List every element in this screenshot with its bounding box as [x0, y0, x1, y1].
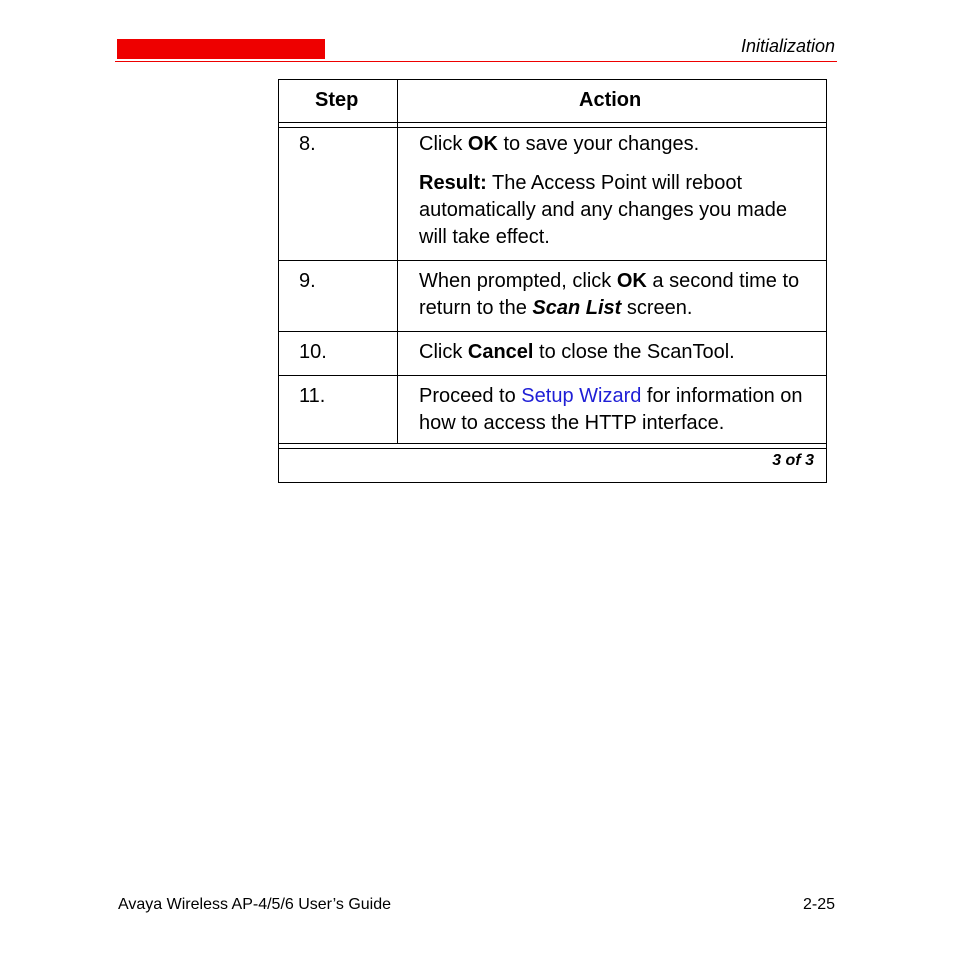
text-segment: to save your changes.: [497, 133, 700, 155]
action-text: [419, 339, 819, 366]
header-accent-bar: [117, 39, 325, 59]
row-divider: [279, 331, 826, 332]
text-segment: screen.: [621, 297, 693, 319]
step-number: 8.: [299, 133, 316, 155]
header-rule-lower: [279, 127, 826, 128]
emphasis-text: Cancel: [467, 341, 534, 363]
result-text: [419, 170, 819, 251]
step-number: 10.: [299, 341, 327, 363]
column-header-action: Action: [579, 89, 642, 111]
action-text: [419, 383, 819, 437]
step-table: [278, 79, 827, 483]
action-text: [419, 268, 819, 322]
text-segment: Click: [419, 133, 468, 155]
header-rule-upper: [279, 122, 826, 123]
emphasis-text: Scan List: [532, 297, 622, 319]
result-description: The Access Point will reboot automatically and any changes you made will take effect.: [419, 172, 788, 248]
setup-wizard-link[interactable]: Setup Wizard: [521, 385, 642, 407]
text-segment: for information on how to access the HTTP interface.: [419, 385, 803, 434]
text-segment: a second time to return to the: [419, 270, 800, 319]
text-segment: to close the ScanTool.: [533, 341, 735, 363]
step-action: [419, 339, 819, 366]
step-number: 11.: [299, 385, 326, 407]
text-segment: Proceed to: [419, 385, 522, 407]
text-segment: Click: [419, 341, 468, 363]
action-text: [419, 131, 819, 158]
footer-page-number: 2-25: [802, 896, 835, 913]
row-divider: [279, 260, 826, 261]
footer-doc-title: Avaya Wireless AP-4/5/6 User’s Guide: [118, 896, 392, 913]
text-segment: When prompted, click: [419, 270, 617, 292]
column-header-step: Step: [315, 89, 359, 111]
column-divider: [397, 80, 398, 444]
header-rule: [115, 61, 837, 62]
row-divider: [279, 375, 826, 376]
section-title: Initialization: [740, 36, 835, 56]
step-number: 9.: [299, 270, 316, 292]
step-action: [419, 383, 819, 437]
footer-rule-upper: [279, 443, 826, 444]
emphasis-text: OK: [467, 133, 498, 155]
result-label: Result:: [419, 172, 487, 194]
step-action: [419, 268, 819, 322]
emphasis-text: OK: [616, 270, 647, 292]
step-action: [419, 131, 819, 251]
table-page-count: 3 of 3: [772, 452, 814, 469]
footer-rule-lower: [279, 448, 826, 449]
